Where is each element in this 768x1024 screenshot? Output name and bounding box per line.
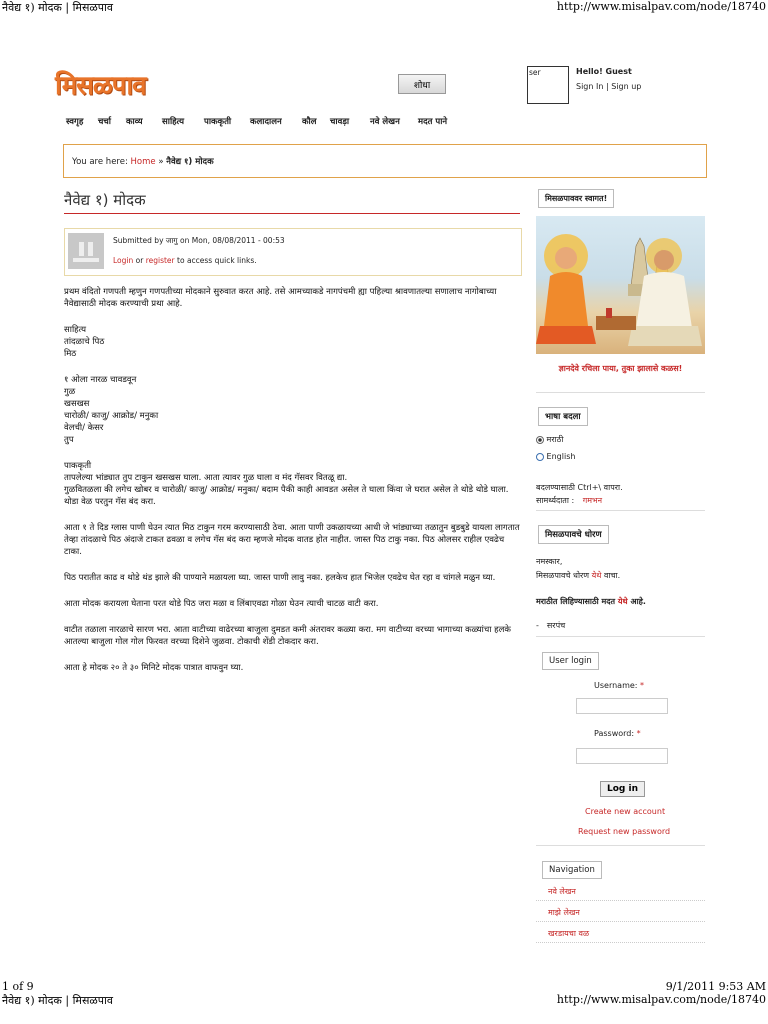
article-paragraph: आता मोदक करायला घेताना परत थोडे पिठ जरा मळा व लिंबाएवढा गोळा घेउन त्याची चाटळ वाटी करा.	[64, 599, 379, 609]
login-link[interactable]: Login	[113, 256, 134, 265]
nav-item-7[interactable]: चावड़ा	[330, 117, 350, 127]
print-page-title-2: नैवेद्य १) मोदक | मिसळपाव	[2, 994, 114, 1007]
article-paragraph: साहित्य तांदळाचे पिठ मिठ	[64, 325, 105, 359]
print-datetime: 9/1/2011 9:53 AM	[665, 980, 766, 993]
breadcrumb-prefix: You are here:	[72, 157, 128, 167]
submitted-prefix: Submitted by	[113, 236, 164, 245]
article-paragraph: आता १ ते दिड ग्लास पाणी घेउन त्यात मिठ टाकुन गरम करण्यासाठी ठेवा. आता पाणी उकळायच्या आधी जे भांड्याच्या तळातुन बुडबुडे यायला लागतात तेव्हा तांदळाचे पिठ अंदाजे टाकत ढवळा व लगेच गॅस बंद करा म्हणजे मोदक वातड होत नाहीत. जास्त पिठ टाकु नका. पिठ ओलसर राहील एवढेच टाका.	[64, 523, 520, 557]
policy-greeting: नमस्कार,	[536, 557, 563, 566]
sign-sep: |	[603, 82, 612, 91]
title-underline	[64, 213, 520, 214]
user-label: ser	[529, 68, 541, 77]
site-logo[interactable]: मिसळपाव	[55, 71, 146, 101]
main-nav	[66, 116, 458, 127]
greeting: Hello! Guest	[576, 67, 632, 76]
bullet-icon: -	[536, 621, 539, 630]
or-text: or	[135, 256, 144, 265]
user-avatar-box	[527, 66, 569, 104]
nav-item-0[interactable]: स्वगृह	[66, 117, 84, 127]
author-link[interactable]: जागु	[165, 236, 178, 245]
nav-link-scribble[interactable]: खरडायचा वळ	[548, 929, 590, 938]
gamabhana-link[interactable]: गमभन	[582, 496, 603, 505]
access-text: to access quick links.	[177, 256, 257, 265]
nav-item-2[interactable]: काव्य	[126, 117, 143, 127]
radio-unselected-icon[interactable]	[536, 453, 544, 461]
print-page-count: 1 of 9	[2, 980, 34, 993]
policy-text: मिसळपावचे धोरण येथे वाचा.	[536, 571, 621, 580]
nav-item-1[interactable]: चर्चा	[98, 117, 111, 127]
page-title: नैवेद्य १) मोदक	[64, 191, 146, 209]
radio-selected-icon[interactable]	[536, 436, 544, 444]
help-text: मराठीत लिहिण्यासाठी मदत येथे आहे.	[536, 597, 646, 606]
article-paragraph: प्रथम वंदितो गणपती म्हणुन गणपतीच्या मोदकाने सुरुवात करत आहे. तसे आमच्याकडे नागपंचमी ह्या पहिल्या श्रावणातल्या सणालाच नागोबाच्या नैवेद्यासाठी मोदक करण्याची प्रथा आहे.	[64, 287, 497, 309]
article-paragraph: १ ओला नारळ चावडवून गुळ खसखस चारोळी/ काजु/ आक्रोड/ मनुका वेलची/ केसर तुप	[64, 375, 159, 445]
nav-item-8[interactable]: नवे लेखन	[370, 117, 400, 127]
nav-item-4[interactable]: पाककृती	[204, 117, 232, 127]
login-box-title: User login	[542, 648, 599, 670]
article-paragraph: आता हे मोदक २० ते ३० मिनिटे मोदक पात्रात वाफवुन घ्या.	[64, 663, 244, 673]
username-input[interactable]	[576, 698, 668, 714]
breadcrumb-home[interactable]: Home	[130, 157, 156, 167]
print-page-url: http://www.misalpav.com/node/18740	[556, 0, 766, 13]
sign-up-link[interactable]: Sign up	[611, 82, 642, 91]
lang-english-option[interactable]: English	[536, 452, 575, 461]
author-avatar	[68, 233, 104, 269]
breadcrumb-sep: »	[158, 157, 164, 167]
submitted-box	[64, 228, 522, 276]
nav-link-my-writing[interactable]: माझे लेखन	[548, 908, 580, 917]
nav-item-9[interactable]: मदत पाने	[418, 117, 448, 127]
print-page-url-2: http://www.misalpav.com/node/18740	[556, 993, 766, 1006]
nav-item-3[interactable]: साहित्य	[162, 117, 185, 127]
nav-link-new-writing[interactable]: नवे लेखन	[548, 887, 576, 896]
navigation-box-title: Navigation	[542, 857, 602, 879]
article-paragraph: पाककृती तापलेल्या भांड्यात तुप टाकुन खसखस घाला. आता त्यावर गुळ घाला व मंद गॅसवर वितळू द्या. गुळवितळला की लगेच खोबर व चारोळी/ काजु/ आक्रोड/ मनुका/ बदाम पैकी काही आवडत असेल ते घाला किंवा जे घरात असेल ते थोडे थोडे घाला. थोडा वेळ परतुन गॅस बंद करा.	[64, 461, 509, 507]
sarpanch-item[interactable]: - सरपंच	[536, 621, 566, 630]
welcome-box-title: मिसळपाववर स्वागत!	[538, 186, 614, 208]
policy-link[interactable]: येथे	[591, 571, 602, 580]
submitted-date: on Mon, 08/08/2011 - 00:53	[180, 236, 285, 245]
create-account-link[interactable]: Create new account	[585, 807, 666, 816]
print-page-title: नैवेद्य १) मोदक | मिसळपाव	[2, 1, 114, 14]
article-paragraph: वाटीत तळाला नारळाचे सारण भरा. आता वाटीच्या वाढेरच्या बाजुला दुमडत कमी अंतरावर कळ्या करा. मग वाटीच्या वरच्या भागाच्या कळ्यांचा हलके आतल्या बाजुला गोल गोल फिरवत वरच्या दिशेने जुळवा. टोकाची शेंडी टोकदार करा.	[64, 625, 511, 647]
nav-item-5[interactable]: कलादालन	[250, 117, 282, 127]
password-input[interactable]	[576, 748, 668, 764]
nav-item-6[interactable]: कौल	[302, 117, 317, 127]
lang-marathi-option[interactable]: मराठी	[536, 434, 563, 445]
lang-note-1: बदलण्यासाठी Ctrl+\ वापरा.	[536, 483, 623, 492]
sign-in-link[interactable]: Sign In	[576, 82, 604, 91]
article-body	[64, 286, 520, 688]
saints-image-icon	[536, 216, 705, 354]
request-password-link[interactable]: Request new password	[578, 827, 671, 836]
breadcrumb-current: नैवेद्य १) मोदक	[166, 157, 214, 167]
language-box-title: भाषा बदला	[538, 404, 588, 426]
search-button[interactable]: शोधा	[398, 74, 446, 94]
lang-note-2: सामर्थ्यदाता : गमभन	[536, 496, 603, 505]
help-link[interactable]: येथे	[617, 597, 628, 606]
username-label: Username: *	[594, 681, 645, 690]
welcome-caption: ज्ञानदेवे रचिला पाया, तुका झालासे कळस!	[558, 364, 683, 373]
article-paragraph: पिठ परातीत काढ व थोडे थंड झाले की पाण्याने मळायला घ्या. जास्त पाणी लावु नका. हलकेच हात भिजेल एवढेच घेत रहा व चांगले मळुन घ्या.	[64, 573, 496, 583]
password-label: Password: *	[594, 729, 641, 738]
register-link[interactable]: register	[145, 256, 175, 265]
policy-box-title: मिसळपावचे धोरण	[538, 522, 609, 544]
breadcrumb-box	[63, 144, 707, 178]
login-button[interactable]: Log in	[600, 781, 645, 797]
saints-illustration	[536, 216, 705, 354]
